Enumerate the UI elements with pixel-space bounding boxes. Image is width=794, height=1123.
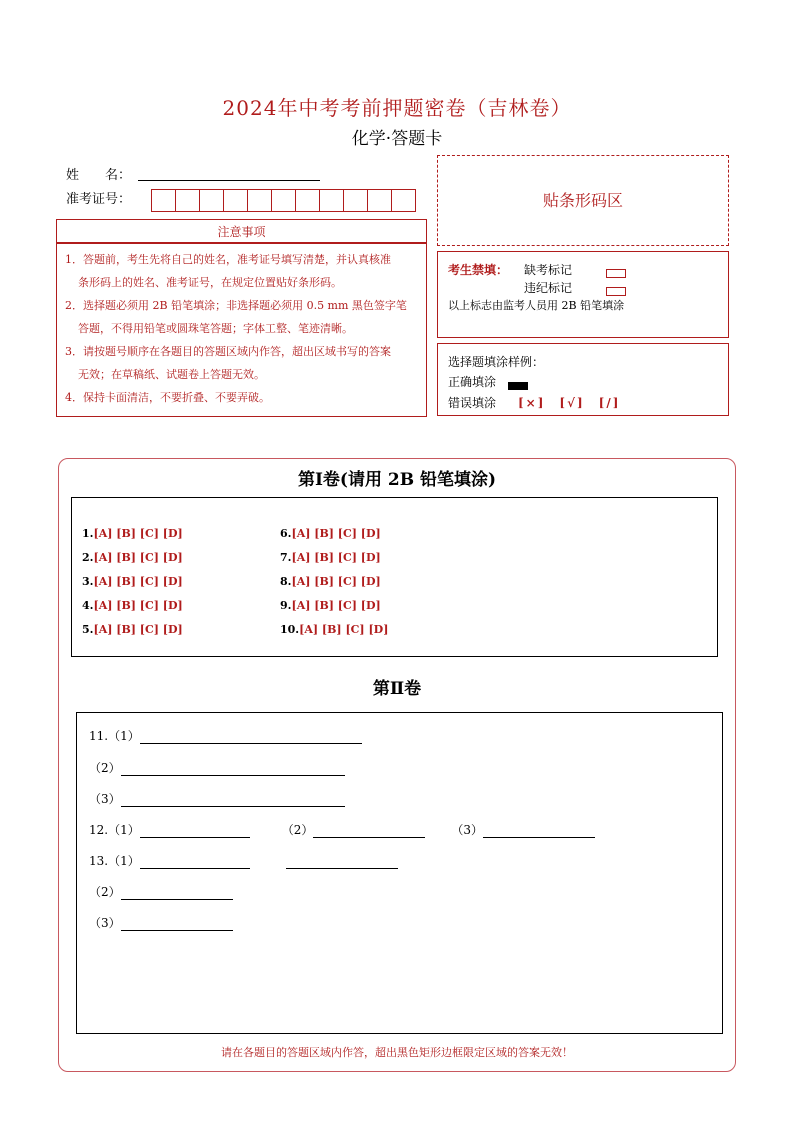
id-digit-box[interactable] [247, 189, 272, 212]
mc-options[interactable]: [A] [B] [C] [D] [93, 527, 183, 540]
part-label: （3） [89, 916, 121, 930]
mc-question[interactable] [82, 546, 183, 570]
part-label: （2） [281, 823, 314, 837]
id-digit-box[interactable] [151, 189, 176, 212]
correct-fill-sample [508, 382, 528, 390]
part-label: （3） [89, 792, 121, 806]
mc-options[interactable]: [A] [B] [C] [D] [291, 527, 381, 540]
notice-item: 答题，不得用铅笔或圆珠笔答题；字体工整、笔迹清晰。 [78, 322, 353, 335]
mc-number: 4. [82, 599, 94, 612]
answer-blank[interactable] [121, 917, 233, 931]
id-digit-box[interactable] [295, 189, 320, 212]
mc-options[interactable]: [A] [B] [C] [D] [291, 575, 381, 588]
mc-column-right [280, 522, 388, 642]
answer-blank[interactable] [313, 824, 425, 838]
fill-example-box [437, 343, 729, 416]
fill-example-title: 选择题填涂样例： [448, 355, 545, 369]
mc-number: 7. [280, 551, 292, 564]
q11-part3 [89, 790, 345, 807]
notice-list [57, 244, 426, 409]
q11-part1 [89, 727, 362, 744]
notice-box [56, 243, 427, 417]
section1-box [71, 497, 718, 657]
id-digit-box[interactable] [343, 189, 368, 212]
correct-fill-label: 正确填涂 [448, 375, 497, 389]
mc-options[interactable]: [A] [B] [C] [D] [299, 623, 389, 636]
notice-item: 条形码上的姓名、准考证号，在规定位置贴好条形码。 [78, 276, 342, 289]
mc-number: 9. [280, 599, 292, 612]
q12-label: 12.（1） [89, 823, 140, 837]
answer-blank[interactable] [140, 824, 250, 838]
mc-number: 3. [82, 575, 94, 588]
violation-label: 违纪标记 [524, 281, 573, 295]
mc-question[interactable] [82, 618, 183, 642]
q11-part2 [89, 759, 345, 776]
mc-number: 5. [82, 623, 94, 636]
mc-question[interactable] [82, 594, 183, 618]
q13-part2 [89, 883, 233, 900]
q13-label: 13.（1） [89, 854, 140, 868]
q11-label: 11.（1） [89, 729, 140, 743]
name-field[interactable] [138, 180, 320, 181]
part-label: （3） [451, 823, 484, 837]
mc-column-left [82, 522, 183, 642]
mc-number: 8. [280, 575, 292, 588]
answer-blank[interactable] [286, 855, 398, 869]
mc-options[interactable]: [A] [B] [C] [D] [93, 575, 183, 588]
mc-number: 1. [82, 527, 94, 540]
id-digit-box[interactable] [367, 189, 392, 212]
id-digit-box[interactable] [319, 189, 344, 212]
id-digit-box[interactable] [391, 189, 416, 212]
notice-item: 3．请按题号顺序在各题目的答题区域内作答，超出区域书写的答案 [65, 345, 391, 358]
forbidden-box [437, 251, 729, 338]
barcode-area [437, 155, 729, 246]
exam-subtitle: 化学·答题卡 [351, 129, 443, 149]
section2-title: 第Ⅱ卷 [372, 679, 422, 699]
barcode-label: 贴条形码区 [542, 191, 623, 210]
mc-question[interactable] [82, 570, 183, 594]
absent-label: 缺考标记 [524, 263, 573, 277]
wrong-fill-samples: [×] [√] [/] [518, 396, 621, 410]
id-digit-box[interactable] [271, 189, 296, 212]
mc-options[interactable]: [A] [B] [C] [D] [93, 599, 183, 612]
mc-number: 6. [280, 527, 292, 540]
mc-question[interactable] [280, 594, 388, 618]
answer-blank[interactable] [140, 855, 250, 869]
answer-blank[interactable] [121, 762, 345, 776]
mc-options[interactable]: [A] [B] [C] [D] [93, 623, 183, 636]
violation-mark-box[interactable] [606, 287, 626, 296]
name-label: 姓 名： [66, 168, 132, 183]
footer-warning: 请在各题目的答题区域内作答，超出黑色矩形边框限定区域的答案无效！ [221, 1046, 573, 1059]
section1-title: 第Ⅰ卷(请用 2B 铅笔填涂) [297, 470, 497, 490]
part-label: （2） [89, 761, 121, 775]
q13-part3 [89, 914, 233, 931]
absent-mark-box[interactable] [606, 269, 626, 278]
q13-part1 [89, 852, 398, 869]
mc-options[interactable]: [A] [B] [C] [D] [291, 551, 381, 564]
forbidden-note: 以上标志由监考人员用 2B 铅笔填涂 [448, 299, 625, 312]
id-label: 准考证号： [66, 192, 132, 207]
mc-question[interactable] [280, 546, 388, 570]
notice-heading: 注意事项 [217, 225, 266, 239]
answer-blank[interactable] [483, 824, 595, 838]
notice-item: 2．选择题必须用 2B 铅笔填涂；非选择题必须用 0.5 mm 黑色签字笔 [65, 299, 407, 312]
id-digit-box[interactable] [199, 189, 224, 212]
answer-blank[interactable] [121, 793, 345, 807]
exam-title: 2024年中考考前押题密卷（吉林卷） [222, 96, 572, 120]
answer-blank[interactable] [121, 886, 233, 900]
part-label: （2） [89, 885, 121, 899]
id-digit-box[interactable] [223, 189, 248, 212]
answer-blank[interactable] [140, 730, 362, 744]
q12-parts [89, 821, 595, 838]
notice-heading-box [56, 219, 427, 243]
mc-question[interactable] [82, 522, 183, 546]
id-number-boxes[interactable] [151, 189, 415, 212]
forbidden-label: 考生禁填： [448, 263, 509, 277]
mc-options[interactable]: [A] [B] [C] [D] [93, 551, 183, 564]
mc-question[interactable] [280, 570, 388, 594]
notice-item: 1．答题前，考生先将自己的姓名，准考证号填写清楚，并认真核准 [65, 253, 391, 266]
wrong-fill-label: 错误填涂 [448, 396, 497, 410]
mc-number: 10. [280, 623, 300, 636]
id-digit-box[interactable] [175, 189, 200, 212]
notice-item: 无效；在草稿纸、试题卷上答题无效。 [78, 368, 265, 381]
mc-question[interactable] [280, 618, 388, 642]
section2-box [76, 712, 723, 1034]
mc-number: 2. [82, 551, 94, 564]
notice-item: 4．保持卡面清洁，不要折叠、不要弄破。 [65, 391, 270, 404]
mc-options[interactable]: [A] [B] [C] [D] [291, 599, 381, 612]
mc-question[interactable] [280, 522, 388, 546]
